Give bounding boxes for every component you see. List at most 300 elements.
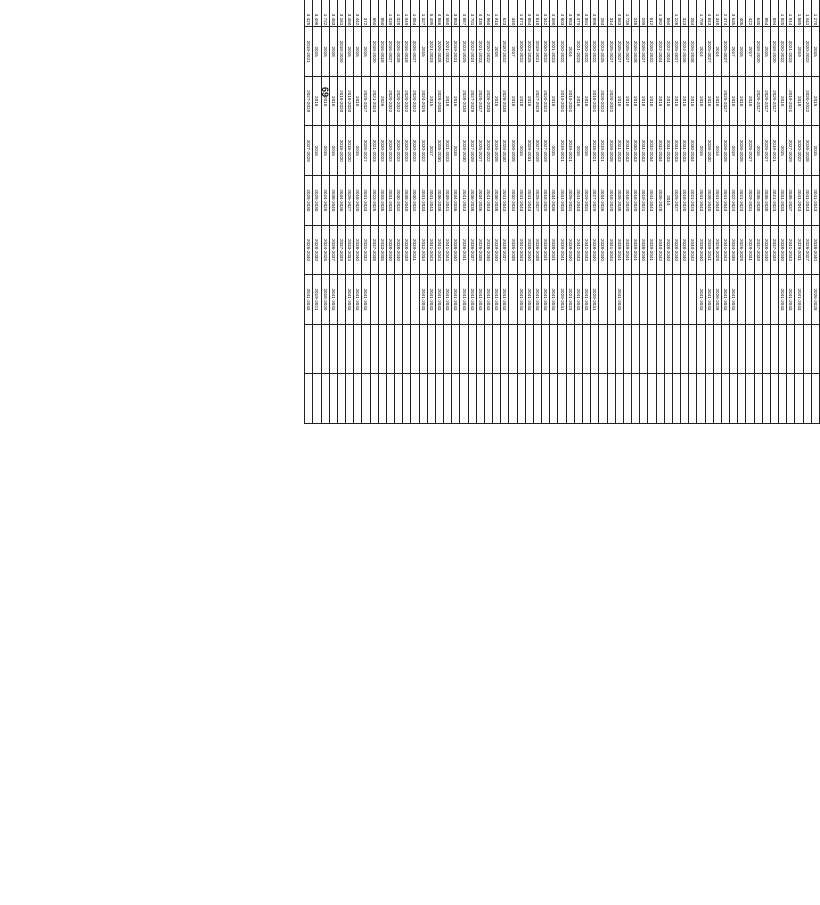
table-cell	[386, 275, 394, 325]
table-cell: 1 914	[787, 0, 795, 27]
table-cell	[811, 374, 819, 424]
table-cell: 2017	[746, 27, 754, 77]
table-row	[713, 0, 721, 424]
table-cell: 2016	[705, 76, 713, 126]
table-cell: 2026-2028	[607, 126, 615, 176]
table-cell: 2018	[452, 126, 460, 176]
table-cell: 2031-2033	[681, 126, 689, 176]
table-cell: 3 181	[337, 0, 345, 27]
table-cell: 2037-2039	[770, 225, 778, 275]
table-cell: 2016	[329, 126, 337, 176]
table-cell	[378, 374, 386, 424]
table-cell	[452, 324, 460, 374]
table-cell	[664, 374, 672, 424]
table-cell	[460, 324, 468, 374]
table-cell: 2026-2027	[803, 225, 811, 275]
table-cell	[672, 275, 680, 325]
table-cell: 2018-2020	[337, 27, 345, 77]
table-cell: 2038-2040	[566, 225, 574, 275]
table-cell: 2016	[525, 76, 533, 126]
table-row	[607, 0, 615, 424]
table-cell: 2015	[493, 76, 501, 126]
table-cell: 2041-2043	[305, 275, 313, 325]
table-cell: 2041-2043	[648, 176, 656, 226]
table-cell: 2027-2029	[533, 76, 541, 126]
table-row	[705, 0, 713, 424]
table-cell: 2031-2033	[362, 176, 370, 226]
table-cell: 4 866	[435, 0, 443, 27]
table-cell	[509, 275, 517, 325]
table-cell: 2041-2043	[730, 275, 738, 325]
table-cell	[623, 324, 631, 374]
table-cell: 4 550	[444, 0, 452, 27]
table-cell: 2029-2031	[746, 176, 754, 226]
table-cell: 4 818	[533, 0, 541, 27]
table-row	[550, 0, 558, 424]
table-cell: 4 853	[566, 0, 574, 27]
table-cell	[795, 324, 803, 374]
table-row	[558, 0, 566, 424]
table-cell	[656, 374, 664, 424]
table-cell: 2020-2022	[542, 76, 550, 126]
table-cell: 2036-2038	[533, 225, 541, 275]
table-cell	[738, 374, 746, 424]
table-row	[435, 0, 443, 424]
table-cell: 2025-2027	[476, 76, 484, 126]
table-cell: 2039-2041	[411, 225, 419, 275]
table-cell	[746, 324, 754, 374]
table-cell: 2020-2022	[501, 27, 509, 77]
table-cell: 2038-2040	[403, 176, 411, 226]
table-row	[329, 0, 337, 424]
table-cell: 2041-2043	[697, 176, 705, 226]
table-cell: 2015	[354, 27, 362, 77]
table-cell: 2021-2023	[770, 176, 778, 226]
table-cell: 2018	[795, 76, 803, 126]
table-cell: 2026-2028	[395, 27, 403, 77]
table-cell	[370, 275, 378, 325]
table-cell: 2025-2027	[746, 126, 754, 176]
table-cell: 2025-2027	[623, 27, 631, 77]
table-cell: 2016	[509, 76, 517, 126]
table-row	[305, 0, 313, 424]
table-cell: 2019-2021	[558, 76, 566, 126]
table-cell: 2016	[313, 126, 321, 176]
table-cell	[640, 275, 648, 325]
table-cell: 2036-2038	[754, 176, 762, 226]
table-cell: 2041-2043	[574, 225, 582, 275]
table-cell: 2021-2023	[370, 76, 378, 126]
table-cell	[689, 324, 697, 374]
table-cell: 2015	[362, 27, 370, 77]
table-cell: 2015	[746, 76, 754, 126]
table-cell: 2037-2038	[370, 225, 378, 275]
table-cell: 2025-2027	[721, 76, 729, 126]
table-row	[689, 0, 697, 424]
table-cell: 2032-2034	[419, 225, 427, 275]
table-cell: 2030-2032	[395, 176, 403, 226]
table-cell: 650	[370, 0, 378, 27]
table-cell: 2036-2041	[460, 225, 468, 275]
table-row	[730, 0, 738, 424]
table-cell: 2018-2020	[754, 27, 762, 77]
table-cell: 2018-2020	[337, 76, 345, 126]
table-cell	[640, 324, 648, 374]
table-cell: 2027-2029	[305, 126, 313, 176]
table-cell: 4 854	[525, 0, 533, 27]
table-cell: 2041-2043	[460, 275, 468, 325]
table-row	[648, 0, 656, 424]
table-cell: 2016	[574, 76, 582, 126]
table-row	[542, 0, 550, 424]
table-cell: 2015	[427, 76, 435, 126]
table-cell: 2021-2023	[574, 27, 582, 77]
table-cell: 2015	[738, 76, 746, 126]
table-cell	[484, 324, 492, 374]
table-cell: 2041-2043	[615, 275, 623, 325]
table-cell	[444, 324, 452, 374]
table-row	[640, 0, 648, 424]
table-cell: 2020-2022	[395, 76, 403, 126]
table-cell: 2016	[713, 76, 721, 126]
table-cell: 2041-2043	[811, 176, 819, 226]
table-cell: 2041-2043	[787, 225, 795, 275]
table-cell	[730, 374, 738, 424]
table-cell: 2038-2040	[811, 225, 819, 275]
table-cell: 1 054	[411, 0, 419, 27]
table-cell: 1 028	[395, 0, 403, 27]
table-cell: 2038-2040	[672, 225, 680, 275]
table-cell: 2026-2028	[493, 126, 501, 176]
table-cell: 2026-2028	[738, 126, 746, 176]
table-row	[721, 0, 729, 424]
table-row	[476, 0, 484, 424]
table-row	[321, 0, 329, 424]
table-cell: 2014	[713, 126, 721, 176]
table-cell: 2038-2040	[599, 225, 607, 275]
table-cell: 2038-2040	[591, 225, 599, 275]
table-cell: 3 425	[305, 0, 313, 27]
table-cell: 2015	[697, 76, 705, 126]
table-cell: 2041-2043	[583, 275, 591, 325]
table-cell: 2028-2030	[501, 126, 509, 176]
table-cell: 2026-2028	[713, 225, 721, 275]
table-row	[525, 0, 533, 424]
table-cell	[419, 374, 427, 424]
table-cell: 2031-2033	[640, 126, 648, 176]
table-cell: 2026-2027	[411, 27, 419, 77]
table-cell: 2041-2043	[574, 275, 582, 325]
table-cell: 2041-2043	[427, 176, 435, 226]
table-cell: 2020-2022	[803, 27, 811, 77]
table-cell: 2041-2043	[705, 275, 713, 325]
table-cell	[681, 374, 689, 424]
table-cell: 2016	[648, 76, 656, 126]
table-cell	[689, 275, 697, 325]
table-cell: 422	[746, 0, 754, 27]
table-cell: 2020-2022	[648, 27, 656, 77]
table-cell	[550, 374, 558, 424]
table-cell: 1 226	[672, 0, 680, 27]
table-cell: 2026-2028	[811, 275, 819, 325]
table-cell	[378, 324, 386, 374]
table-cell: 2016	[754, 126, 762, 176]
table-cell: 2034-2036	[452, 176, 460, 226]
table-cell: 2017	[730, 27, 738, 77]
table-cell: 2041-2043	[517, 275, 525, 325]
table-cell: 1 722	[321, 0, 329, 27]
table-cell	[435, 374, 443, 424]
table-cell	[435, 324, 443, 374]
table-cell	[787, 374, 795, 424]
table-cell: 2022-2024	[664, 27, 672, 77]
table-cell: 2016	[697, 126, 705, 176]
table-cell: 2041-2043	[468, 275, 476, 325]
table-row	[346, 0, 354, 424]
table-cell: 2020-2022	[583, 27, 591, 77]
table-row	[599, 0, 607, 424]
table-cell: 2028-2030	[460, 126, 468, 176]
table-row	[533, 0, 541, 424]
table-cell: 2041-2043	[354, 275, 362, 325]
table-cell: 2026-2028	[509, 126, 517, 176]
table-cell	[386, 374, 394, 424]
table-cell: 2028-2030	[705, 126, 713, 176]
table-cell	[419, 324, 427, 374]
table-cell: 2025-2027	[607, 27, 615, 77]
table-cell: 550	[664, 0, 672, 27]
table-row	[337, 0, 345, 424]
table-cell	[574, 324, 582, 374]
table-cell: 4 390	[550, 0, 558, 27]
table-cell	[705, 374, 713, 424]
table-row	[386, 0, 394, 424]
table-cell	[770, 324, 778, 374]
table-cell	[411, 374, 419, 424]
table-cell	[550, 324, 558, 374]
table-cell: 2041-2043	[607, 225, 615, 275]
table-cell: 2038-2040	[484, 225, 492, 275]
table-cell: 2014	[566, 27, 574, 77]
table-cell	[566, 324, 574, 374]
table-row	[623, 0, 631, 424]
table-cell: 2038-2040	[452, 225, 460, 275]
table-cell: 2020-2022	[484, 27, 492, 77]
table-cell: 894	[770, 0, 778, 27]
table-cell	[770, 275, 778, 325]
table-cell: 2016-2018	[403, 27, 411, 77]
table-cell: 2026-2040	[305, 225, 313, 275]
table-cell: 2041-2043	[501, 176, 509, 226]
table-cell	[329, 374, 337, 424]
table-cell: 2038-2040	[386, 225, 394, 275]
table-cell: 2016	[615, 76, 623, 126]
table-cell: 2015	[738, 27, 746, 77]
table-cell: 4 803	[558, 0, 566, 27]
table-cell: 2033-2035	[378, 176, 386, 226]
table-cell: 2041-2043	[435, 275, 443, 325]
table-cell: 2024-2026	[321, 225, 329, 275]
table-cell: 2018	[493, 27, 501, 77]
table-cell	[329, 324, 337, 374]
table-cell: 2022-2024	[468, 27, 476, 77]
table-cell	[648, 374, 656, 424]
table-cell: 2015	[419, 27, 427, 77]
table-cell: 2016	[623, 76, 631, 126]
table-row	[493, 0, 501, 424]
table-row	[746, 0, 754, 424]
table-cell: 1 585	[795, 0, 803, 27]
table-cell: 2021-2023	[444, 27, 452, 77]
table-cell	[656, 275, 664, 325]
table-cell	[386, 324, 394, 374]
table-cell: 2018	[640, 76, 648, 126]
table-cell: 2023-2025	[460, 27, 468, 77]
table-row	[591, 0, 599, 424]
table-cell: 2031-2033	[779, 176, 787, 226]
table-cell: 2030-2033	[632, 126, 640, 176]
table-cell: 6 379	[574, 0, 582, 27]
table-cell: 299	[640, 0, 648, 27]
table-cell: 2020-2022	[803, 76, 811, 126]
table-cell: 2021-2023	[566, 275, 574, 325]
table-cell: 2038-2040	[395, 225, 403, 275]
table-cell: 2041-2043	[787, 275, 795, 325]
table-row	[444, 0, 452, 424]
table-cell: 2019-2021	[313, 275, 321, 325]
table-cell: 2039-2041	[623, 225, 631, 275]
table-cell: 2028-2030	[460, 76, 468, 126]
table-cell: 2034-2036	[599, 176, 607, 226]
table-cell	[476, 324, 484, 374]
table-cell: 1 049	[403, 0, 411, 27]
table-cell	[779, 374, 787, 424]
table-row	[583, 0, 591, 424]
table-cell: 2015	[346, 27, 354, 77]
table-cell: 2027-2029	[533, 126, 541, 176]
table-cell	[558, 324, 566, 374]
table-cell	[533, 324, 541, 374]
table-cell: 2041-2043	[484, 176, 492, 226]
table-cell: 2025-2031	[566, 176, 574, 226]
table-cell: 2021-2023	[444, 126, 452, 176]
table-cell: 2026-2028	[803, 126, 811, 176]
table-cell: 2019-2021	[640, 176, 648, 226]
table-cell: 2024-2026	[681, 27, 689, 77]
table-cell: 2016	[574, 126, 582, 176]
table-cell: 4 335	[476, 0, 484, 27]
table-cell: 2016	[550, 76, 558, 126]
table-cell: 2026-2028	[689, 27, 697, 77]
table-cell: 2021-2023	[738, 176, 746, 226]
table-cell	[730, 324, 738, 374]
table-cell	[403, 324, 411, 374]
table-cell	[411, 275, 419, 325]
table-cell: 2018-2020	[607, 176, 615, 226]
table-cell	[566, 374, 574, 424]
table-cell: 2031-2032	[362, 225, 370, 275]
table-row	[738, 0, 746, 424]
table-cell: 1 611	[803, 0, 811, 27]
table-cell: 2041-2043	[779, 275, 787, 325]
table-cell: 2041-2043	[721, 275, 729, 325]
table-cell	[770, 374, 778, 424]
table-cell: 2026-2028	[721, 126, 729, 176]
table-cell	[672, 324, 680, 374]
table-cell: 2015	[689, 76, 697, 126]
table-cell	[337, 374, 345, 424]
table-cell: 2026-2028	[656, 176, 664, 226]
table-cell	[632, 374, 640, 424]
table-cell	[705, 324, 713, 374]
table-cell	[672, 374, 680, 424]
table-cell	[713, 374, 721, 424]
table-cell: 3 535	[730, 0, 738, 27]
table-cell	[305, 324, 313, 374]
table-row	[403, 0, 411, 424]
table-cell: 2018-2020	[632, 176, 640, 226]
housing-repair-table	[304, 0, 820, 424]
table-cell: 2026-2028	[435, 27, 443, 77]
table-cell: 2038-2040	[681, 225, 689, 275]
table-cell	[493, 374, 501, 424]
table-cell: 2025-2027	[672, 27, 680, 77]
table-cell: 2031-2033	[672, 126, 680, 176]
table-cell: 2015	[730, 76, 738, 126]
table-cell: 2030-2034	[689, 126, 697, 176]
table-cell: 2015	[354, 126, 362, 176]
table-cell: 5 495	[427, 0, 435, 27]
table-row	[787, 0, 795, 424]
table-cell: 2021-2023	[787, 27, 795, 77]
table-row	[656, 0, 664, 424]
table-cell	[501, 374, 509, 424]
table-cell: 2015	[779, 126, 787, 176]
table-cell: 2025-2027	[346, 176, 354, 226]
table-cell: 2039-2041	[615, 225, 623, 275]
table-cell: 2035-2038	[509, 225, 517, 275]
table-cell: 3 498	[313, 0, 321, 27]
table-cell: 2036-2038	[493, 176, 501, 226]
table-cell	[574, 374, 582, 424]
table-cell: 2041-2043	[550, 275, 558, 325]
table-cell	[664, 275, 672, 325]
table-cell	[762, 275, 770, 325]
table-cell	[476, 374, 484, 424]
table-cell: 2026-2028	[632, 27, 640, 77]
table-cell	[403, 374, 411, 424]
table-cell	[632, 275, 640, 325]
table-cell: 2036-2038	[435, 176, 443, 226]
table-cell: 2019-2021	[305, 27, 313, 77]
table-cell: 2027-2029	[305, 76, 313, 126]
table-cell: 1 709	[697, 0, 705, 27]
table-cell: 2019-2021	[566, 126, 574, 176]
table-cell: 2025-2027	[615, 27, 623, 77]
table-cell: 2039-2041	[705, 225, 713, 275]
table-row	[427, 0, 435, 424]
table-cell	[738, 324, 746, 374]
table-cell: 2031-2033	[623, 126, 631, 176]
table-cell: 2041-2043	[533, 275, 541, 325]
table-cell: 2020-2022	[795, 126, 803, 176]
table-cell: 2036-2038	[762, 176, 770, 226]
table-cell: 2041-2043	[452, 275, 460, 325]
table-cell	[305, 374, 313, 424]
table-cell	[640, 374, 648, 424]
table-cell: 612	[648, 0, 656, 27]
table-cell: 2015	[811, 126, 819, 176]
